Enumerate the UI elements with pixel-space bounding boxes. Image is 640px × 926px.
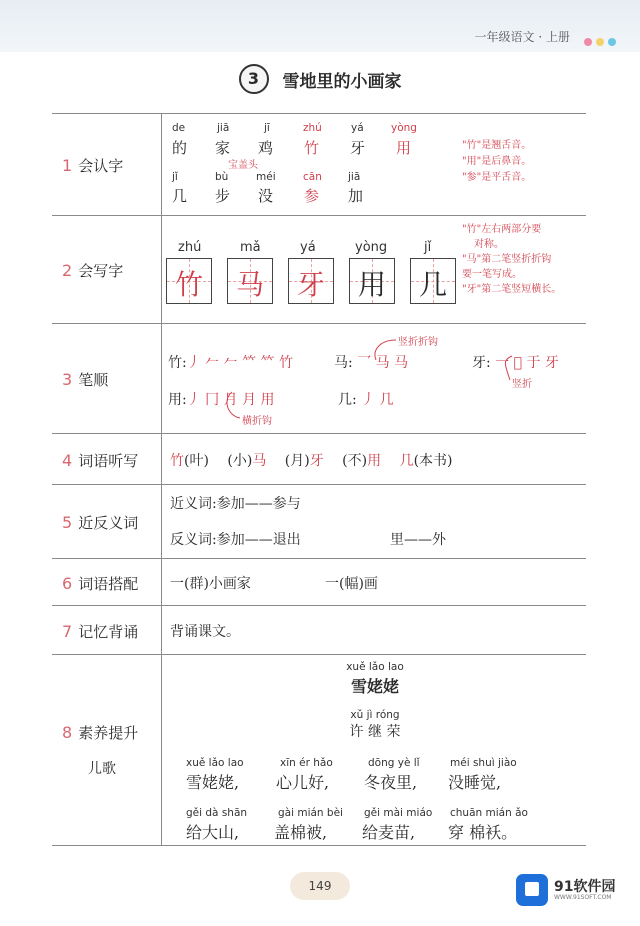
label: 几: (338, 392, 357, 408)
poem-phrase: 给麦苗, (362, 823, 416, 842)
pinyin: mǎ (240, 240, 261, 255)
char: 马 (235, 268, 264, 301)
poem-phrase: 穿 棉袄。 (448, 823, 518, 842)
char: 鸡 (258, 139, 274, 157)
note-line: "用"是后鼻音。 (462, 156, 532, 167)
handwritten-note: 横折钩 (242, 416, 272, 427)
section-title: 会写字 (78, 262, 124, 280)
section-number: 8 (62, 723, 73, 742)
watermark-text: 91软件园 (554, 879, 616, 895)
stroke-seq: 一 𠄐 于 牙 (495, 355, 559, 371)
pinyin: jī (264, 122, 270, 134)
section-title: 会认字 (78, 157, 124, 175)
poem-author: 许 继 荣 (349, 724, 401, 740)
note-line: "参"是平舌音。 (462, 172, 532, 183)
handwritten-note: 竖折折钩 (398, 337, 438, 348)
pinyin: zhú (303, 122, 322, 134)
note-line: "竹"是翘舌音。 (462, 140, 532, 151)
dictation-char: 几 (399, 453, 414, 469)
poem-phrase: 冬夜里, (364, 773, 418, 792)
pinyin: xǔ jì róng (350, 709, 400, 721)
dictation-char: 马 (252, 453, 267, 469)
watermark-subtext: WWW.91SOFT.COM (554, 894, 612, 901)
section-5-label (62, 512, 138, 533)
section-number: 1 (62, 156, 73, 175)
section-number: 5 (62, 513, 73, 532)
label: 用: (168, 392, 187, 408)
dictation-char: (本书) (413, 453, 453, 469)
pinyin: jǐ (424, 240, 432, 255)
stroke-seq: 丿 冂 月 月 用 (186, 392, 275, 408)
pinyin: cān (303, 171, 322, 183)
dictation-char: 牙 (309, 453, 324, 469)
watermark-icon (516, 874, 548, 906)
stroke-seq: 丿 𠂉 𠂉 𥫗 𥫗 竹 (186, 355, 293, 371)
section-4-label (62, 450, 138, 471)
section-title: 近反义词 (78, 514, 139, 532)
section-6-label (62, 573, 138, 594)
pinyin: gài mián bèi (278, 807, 343, 819)
char: 家 (215, 139, 231, 157)
dictation-char: 用 (367, 453, 382, 469)
section-number: 6 (62, 574, 73, 593)
section-8-label (62, 722, 138, 743)
pinyin: de (172, 122, 186, 134)
dictation-char: (月) (284, 453, 310, 469)
pinyin: yá (300, 240, 316, 255)
char: 的 (172, 139, 188, 157)
pinyin: gěi mài miáo (364, 807, 433, 819)
collocation: 一(幅)画 (325, 576, 378, 592)
lesson-title: 雪地里的小画家 (282, 71, 402, 92)
poem-phrase: 没睡觉, (448, 773, 502, 792)
char: 用 (396, 139, 412, 157)
dictation-char: 竹 (170, 453, 184, 469)
synonym-line: 近义词:参加——参与 (170, 496, 301, 512)
section-title: 记忆背诵 (78, 623, 139, 641)
recite-text: 背诵课文。 (170, 624, 240, 640)
handwritten-note: 宝盖头 (228, 160, 258, 171)
pinyin: chuān mián ǎo (450, 807, 528, 819)
antonym-line: 里——外 (390, 532, 446, 548)
note-line: 对称。 (474, 239, 504, 250)
grade-label: 一年级语文 · 上册 (474, 30, 570, 44)
section-7-label (62, 621, 138, 642)
pinyin: jǐ (172, 171, 178, 183)
pinyin: jiā (348, 171, 361, 183)
pinyin: xīn ér hǎo (280, 757, 333, 769)
note-line: "牙"第二笔竖短横长。 (462, 284, 562, 295)
section-title: 词语听写 (78, 452, 139, 470)
section-title: 素养提升 (78, 724, 139, 742)
pinyin: méi shuì jiào (450, 757, 517, 769)
label: 马: (334, 355, 353, 371)
section-title: 笔顺 (78, 371, 109, 389)
pinyin: méi (256, 171, 276, 183)
label: 竹: (168, 355, 187, 371)
pinyin: yòng (355, 240, 388, 255)
dictation-char: (小) (227, 453, 253, 469)
pinyin: bù (215, 171, 229, 183)
section-number: 2 (62, 261, 73, 280)
label: 牙: (472, 355, 491, 371)
pinyin: yòng (391, 122, 417, 134)
char: 步 (215, 187, 231, 205)
note-line: 要一笔写成。 (462, 269, 522, 280)
pinyin: yá (351, 122, 364, 134)
char: 几 (172, 187, 188, 205)
antonym-line: 反义词:参加——退出 (170, 532, 301, 548)
poem-title: 雪姥姥 (350, 677, 399, 696)
note-line: "马"第二笔竖折折钩 (462, 254, 552, 265)
poem-phrase: 给大山, (186, 823, 240, 842)
char: 牙 (350, 139, 366, 157)
char: 没 (258, 187, 274, 205)
char: 参 (304, 187, 320, 205)
section-number: 7 (62, 622, 73, 641)
section-number: 3 (62, 370, 73, 389)
poem-phrase: 雪姥姥, (186, 773, 240, 792)
pinyin: gěi dà shān (186, 807, 248, 819)
watermark-logo (516, 874, 626, 908)
char: 几 (418, 268, 447, 301)
poem-phrase: 盖棉被, (274, 823, 328, 842)
page-number: 149 (290, 872, 350, 900)
char: 牙 (296, 268, 325, 301)
dictation-list (170, 450, 453, 470)
section-number: 4 (62, 451, 73, 470)
note-line: "竹"左右两部分要 (462, 224, 542, 235)
collocation: 一(群)小画家 (170, 576, 251, 592)
char: 用 (357, 268, 386, 301)
pinyin: dōng yè lǐ (368, 757, 420, 769)
poem-phrase: 心儿好, (276, 773, 330, 792)
section-subtitle: 儿歌 (88, 761, 116, 777)
pinyin: xuě lǎo lao (346, 661, 404, 673)
pinyin: jiā (217, 122, 230, 134)
pinyin: zhú (178, 240, 202, 255)
stroke-seq: 丿 几 (361, 392, 394, 408)
char: 加 (348, 187, 364, 205)
dictation-char: (不) (342, 453, 368, 469)
pinyin: xuě lǎo lao (186, 757, 244, 769)
char: 竹 (304, 139, 320, 157)
stroke-seq: 乛 马 马 (357, 355, 409, 371)
section-title: 词语搭配 (78, 575, 139, 593)
dictation-char: (叶) (184, 453, 209, 469)
lesson-number: 3 (239, 64, 269, 94)
handwritten-note: 竖折 (512, 379, 532, 390)
char: 竹 (174, 268, 203, 301)
